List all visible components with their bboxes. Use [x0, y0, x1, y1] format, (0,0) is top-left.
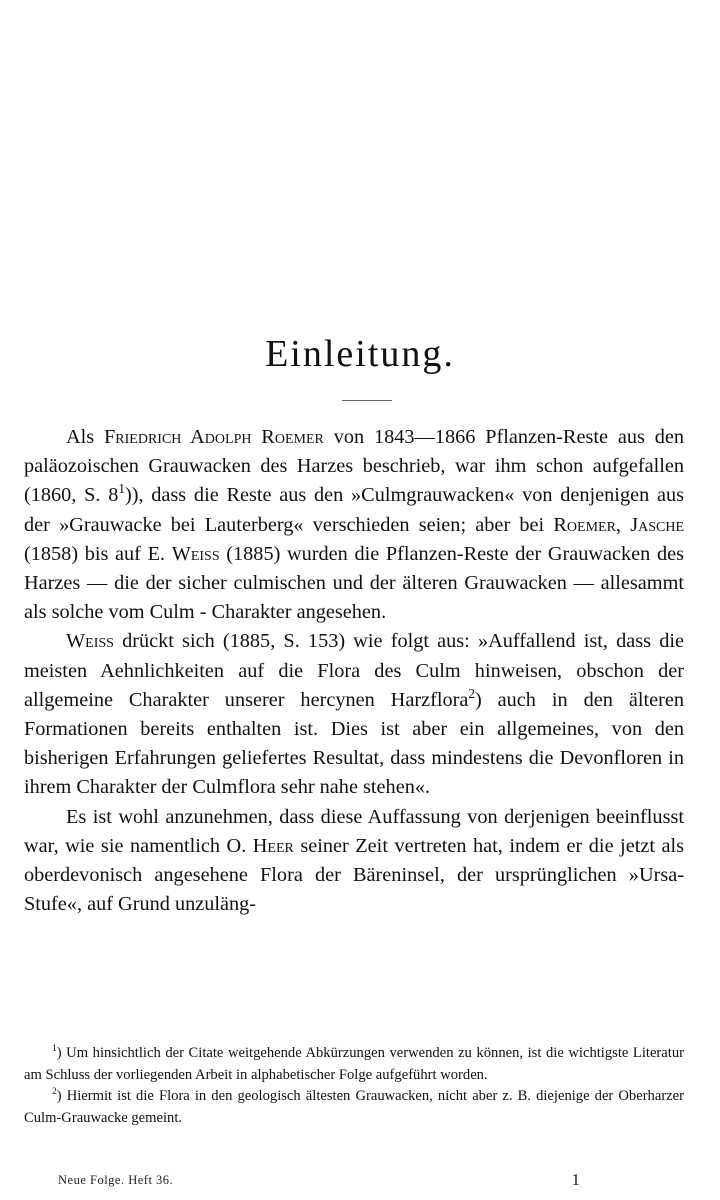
paragraph-1: Als Friedrich Adolph Roemer von 1843—1866 Pflanzen-Reste aus den paläozoischen Grauwacken des Harzes beschrieb, war ihm schon aufgefallen (1860, S. $8^1$)), dass die Reste aus den »Culmgrauwacken« von denjenigen aus der »Grauwacke bei Lauterberg« verschieden seien; aber bei Roemer, Jasche (1858) bis auf E. Weiss (1885) wurden die Pflanzen-Reste der Grauwacken des Harzes — die der sicher culmischen und der älteren Grauwacken — allesammt als solche vom Culm - Charakter angesehen. — [24, 426, 684, 624]
footnote-ref-1: 1 — [118, 481, 125, 497]
author-name: Weiss — [171, 542, 220, 565]
footnotes — [24, 1043, 684, 1129]
author-name: Heer — [252, 834, 294, 857]
body-text — [24, 423, 684, 919]
footnote-mark: 1 — [52, 1044, 57, 1055]
footnote-1: $^1$) Um hinsichtlich der Citate weitgehende Abkürzungen verwenden zu können, ist die wichtigste Literatur am Schluss der vorliegenden Arbeit in alphabetischer Folge aufgeführt worden. — [24, 1044, 684, 1083]
author-name: Jasche — [630, 513, 684, 536]
title-divider — [342, 400, 392, 401]
author-name: Friedrich Adolph Roemer — [104, 426, 324, 448]
paragraph-3: Es ist wohl anzunehmen, dass diese Auffassung von derjenigen beeinflusst war, wie sie namentlich O. Heer seiner Zeit vertreten hat, indem er die jetzt als oberdevonisch angesehene Flora der Bäreninsel, der ursprünglichen »Ursa-Stufe«, auf Grund unzuläng- — [24, 805, 684, 916]
footnote-2: $^2$) Hiermit ist die Flora in den geologisch ältesten Grauwacken, nicht aber z. B. diejenige der Oberharzer Culm-Grauwacke gemeint. — [24, 1087, 684, 1126]
footnote-ref-2: 2 — [468, 686, 475, 702]
author-name: Roemer — [553, 513, 616, 536]
page-title: Einleitung. — [265, 333, 455, 375]
footnote-mark: 2 — [52, 1087, 57, 1098]
paragraph-2: Weiss drückt sich (1885, S. 153) wie folgt aus: »Auffallend ist, dass die meisten Aehnlichkeiten auf die Flora des Culm hinweisen, obschon der allgemeine Charakter unserer hercynen Harzflora$^2$) auch in den älteren Formationen bereits enthalten ist. Dies ist aber ein allgemeines, von den bisherigen Erfahrungen geliefertes Resultat, dass mindestens die Devonfloren in ihrem Charakter der Culmflora sehr nahe stehen«. — [24, 630, 684, 799]
author-name: Weiss — [66, 630, 114, 653]
series-label: Neue Folge. Heft 36. — [58, 1173, 174, 1187]
page-number: 1 — [571, 1170, 580, 1189]
